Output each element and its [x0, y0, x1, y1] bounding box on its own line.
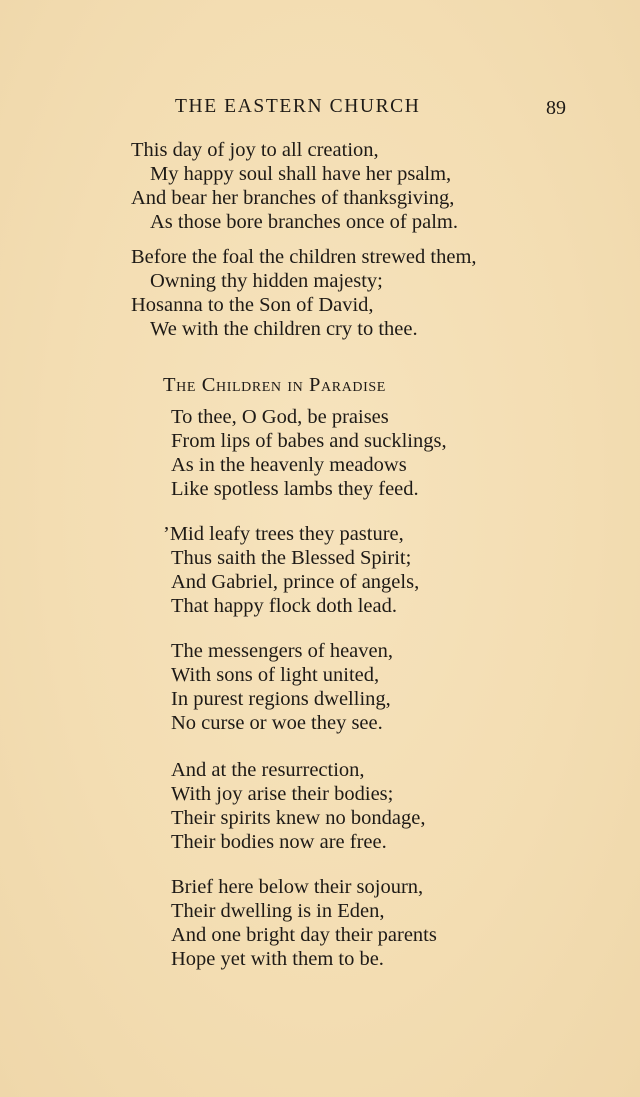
verse-line: And at the resurrection, — [171, 759, 365, 781]
verse-line: And one bright day their parents — [171, 924, 437, 946]
verse-line: That happy flock doth lead. — [171, 595, 398, 617]
running-title: THE EASTERN CHURCH — [175, 96, 421, 117]
verse-line: As those bore branches once of palm. — [150, 211, 458, 233]
poem-title: The Children in Paradise — [163, 374, 386, 396]
verse-line: My happy soul shall have her psalm, — [150, 163, 452, 185]
verse-line: Brief here below their sojourn, — [171, 876, 424, 898]
verse-line: With sons of light united, — [171, 664, 380, 686]
verse-line: From lips of babes and sucklings, — [171, 430, 447, 452]
verse-line: The messengers of heaven, — [171, 640, 393, 662]
verse-line: Their bodies now are free. — [171, 831, 387, 853]
verse-line: No curse or woe they see. — [171, 712, 383, 734]
verse-line: To thee, O God, be praises — [171, 406, 389, 428]
verse-line: Their spirits knew no bondage, — [171, 807, 426, 829]
verse-line: Thus saith the Blessed Spirit; — [171, 547, 412, 569]
verse-line: In purest regions dwelling, — [171, 688, 391, 710]
verse-line: Owning thy hidden majesty; — [150, 270, 383, 292]
verse-line: As in the heavenly meadows — [171, 454, 407, 476]
verse-line: Hope yet with them to be. — [171, 948, 384, 970]
verse-line: This day of joy to all creation, — [131, 139, 379, 161]
verse-line: And Gabriel, prince of angels, — [171, 571, 420, 593]
verse-line: Like spotless lambs they feed. — [171, 478, 419, 500]
verse-line: Before the foal the children strewed them, — [131, 246, 477, 268]
verse-line: And bear her branches of thanksgiving, — [131, 187, 455, 209]
verse-line: Their dwelling is in Eden, — [171, 900, 385, 922]
verse-line: We with the children cry to thee. — [150, 318, 418, 340]
verse-line: With joy arise their bodies; — [171, 783, 394, 805]
verse-line: ’Mid leafy trees they pasture, — [163, 523, 404, 545]
verse-line: Hosanna to the Son of David, — [131, 294, 374, 316]
running-header — [0, 96, 640, 122]
page-number: 89 — [546, 97, 566, 119]
